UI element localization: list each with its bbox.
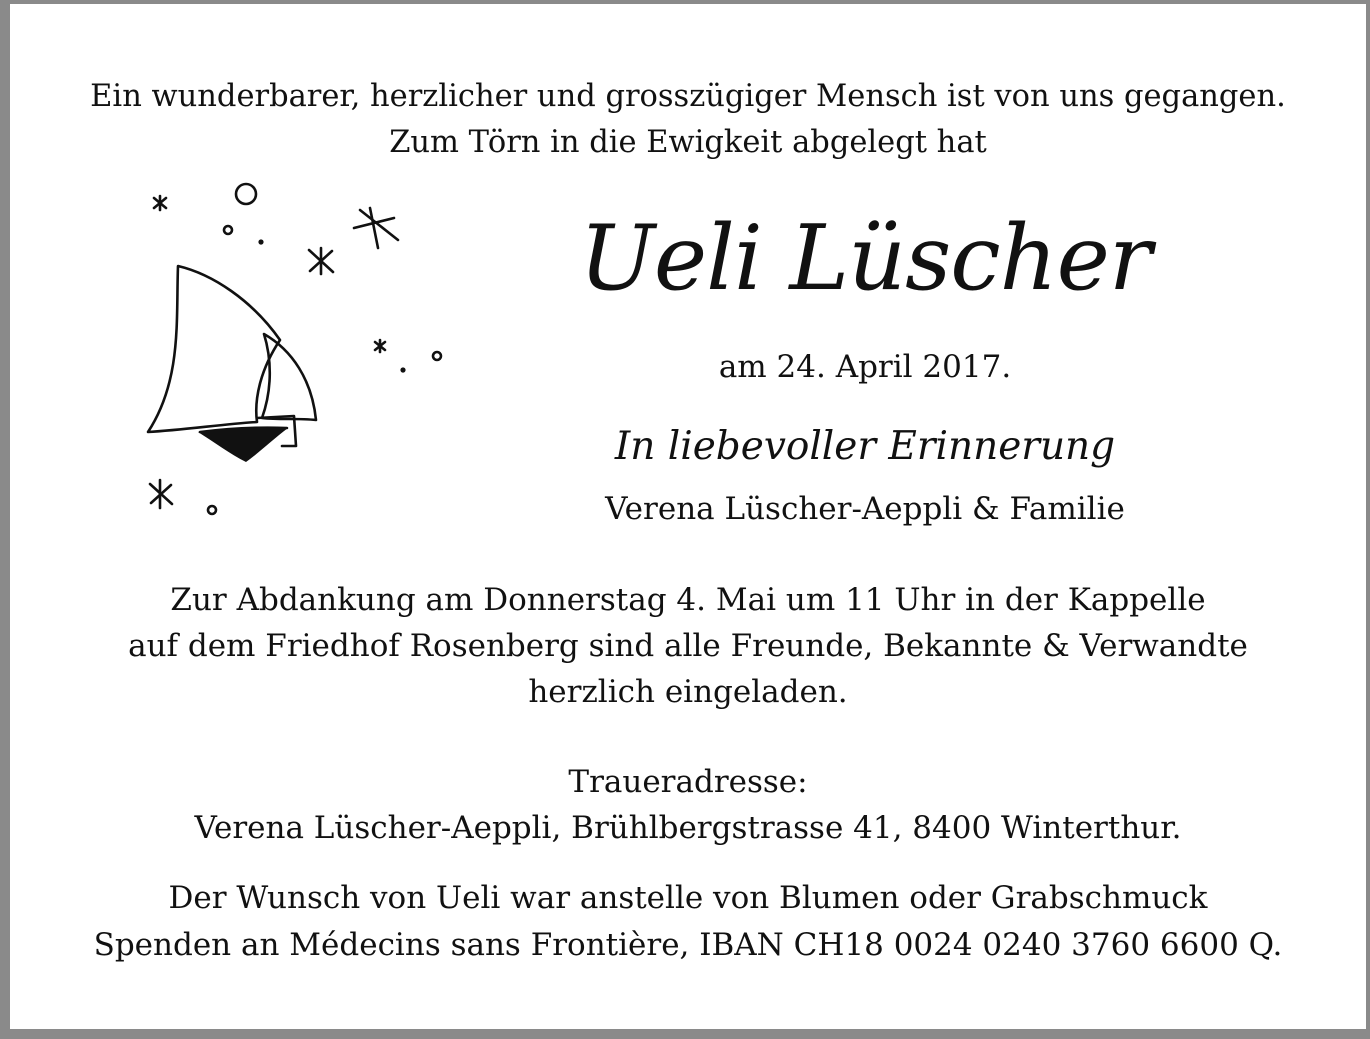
memory-heading: In liebevoller Erinnerung <box>614 424 1116 469</box>
bubble-icon <box>433 352 441 360</box>
intro-line-1: Ein wunderbarer, herzlicher und grosszügiger Mensch ist von uns gegangen. <box>90 79 1286 114</box>
bubble-icon <box>208 506 216 514</box>
ceremony-line-2: auf dem Friedhof Rosenberg sind alle Freunde, Bekannte & Verwandte <box>128 628 1248 664</box>
death-date: am 24. April 2017. <box>718 349 1012 385</box>
sailboat-illustration <box>132 170 452 530</box>
sailboat-icon <box>148 266 316 446</box>
family-signature: Verena Lüscher-Aeppli & Familie <box>605 491 1125 527</box>
bubble-icon <box>224 226 232 234</box>
address-value: Verena Lüscher-Aeppli, Brühlbergstrasse 41, 8400 Winterthur. <box>194 810 1182 846</box>
star-icon <box>375 340 385 352</box>
intro-line-2: Zum Törn in die Ewigkeit abgelegt hat <box>389 125 987 160</box>
star-icon <box>309 248 333 274</box>
star-icon <box>154 196 166 210</box>
deceased-name: Ueli Lüscher <box>579 206 1151 311</box>
star-icon <box>150 480 172 508</box>
star-icon <box>354 208 398 248</box>
wish-line-1: Der Wunsch von Ueli war anstelle von Blumen oder Grabschmuck <box>168 880 1208 916</box>
bubble-icon <box>236 184 256 204</box>
ceremony-line-3: herzlich eingeladen. <box>528 674 848 710</box>
ceremony-line-1: Zur Abdankung am Donnerstag 4. Mai um 11 Uhr in der Kappelle <box>170 582 1206 618</box>
address-label: Traueradresse: <box>568 764 808 800</box>
wish-line-2: Spenden an Médecins sans Frontière, IBAN CH18 0024 0240 3760 6600 Q. <box>93 927 1283 963</box>
